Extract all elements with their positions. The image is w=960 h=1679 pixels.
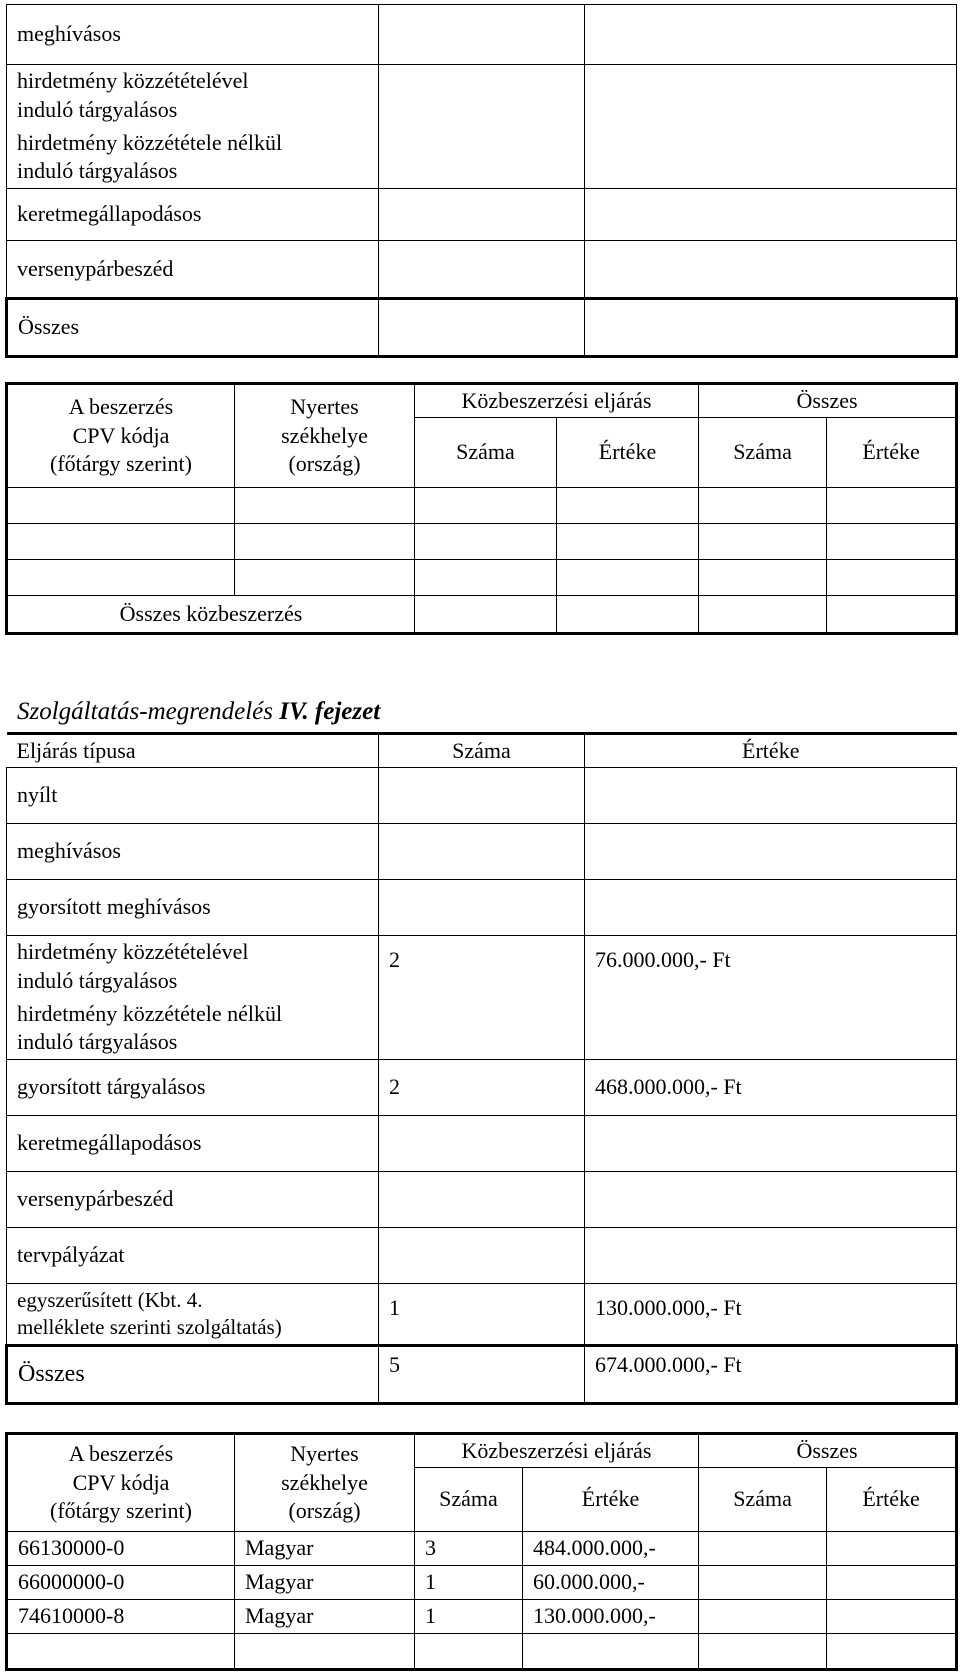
header-value: Értéke (523, 1468, 699, 1532)
table-row (7, 1172, 957, 1228)
cell-value: 130.000.000,- (523, 1600, 699, 1634)
cell-count: 3 (415, 1532, 523, 1566)
row-count: 1 (379, 1284, 585, 1346)
table-row (7, 189, 957, 241)
header-total: Összes (699, 384, 957, 418)
row-count (379, 768, 585, 824)
table-row (7, 1634, 957, 1670)
table-row (7, 936, 957, 998)
table-row (7, 1060, 957, 1116)
header-cpv: A beszerzés CPV kódja (főtárgy szerint) (7, 384, 235, 488)
row-label: hirdetmény közzététele nélkül induló tárgyalásos (7, 127, 379, 189)
header-count: Száma (699, 1468, 827, 1532)
total-row (7, 299, 957, 357)
section-title-italic: Szolgáltatás-megrendelés (17, 698, 280, 725)
section-heading (17, 698, 380, 726)
header-winner: Nyertes székhelye (ország) (235, 384, 415, 488)
row-count (379, 1116, 585, 1172)
header-procurement: Közbeszerzési eljárás (415, 384, 699, 418)
row-value (585, 880, 957, 936)
row-value (585, 1228, 957, 1284)
row-count: 2 (379, 1060, 585, 1116)
row-value (585, 824, 957, 880)
table-row (7, 1566, 957, 1600)
header-value: Értéke (827, 1468, 957, 1532)
row-value (585, 998, 957, 1060)
table-row (7, 65, 957, 127)
row-label: keretmegállapodásos (7, 1116, 379, 1172)
section-title-bold: IV. fejezet (279, 698, 381, 725)
cell-cpv: 74610000-8 (7, 1600, 235, 1634)
row-label: gyorsított tárgyalásos (7, 1060, 379, 1116)
row-count (379, 998, 585, 1060)
cell-cpv: 66000000-0 (7, 1566, 235, 1600)
row-count (379, 1172, 585, 1228)
table-row (7, 488, 957, 524)
header-count: Száma (415, 418, 557, 488)
row-label: versenypárbeszéd (7, 1172, 379, 1228)
header-type: Eljárás típusa (7, 734, 379, 768)
row-label: hirdetmény közzétételével induló tárgyalásos (7, 936, 379, 998)
table-row (7, 1600, 957, 1634)
table-row (7, 880, 957, 936)
header-count: Száma (379, 734, 585, 768)
table-cpv-summary-bottom (5, 1432, 958, 1671)
cell-country: Magyar (235, 1566, 415, 1600)
total-label: Összes (7, 1346, 379, 1404)
table-procedure-types-top (5, 4, 958, 358)
table-row (7, 1116, 957, 1172)
cell-count: 1 (415, 1600, 523, 1634)
total-count: 5 (379, 1346, 585, 1404)
cell-value: 484.000.000,- (523, 1532, 699, 1566)
row-value: 130.000.000,- Ft (585, 1284, 957, 1346)
row-value: 76.000.000,- Ft (585, 936, 957, 998)
header-total: Összes (699, 1434, 957, 1468)
table-row (7, 998, 957, 1060)
row-count (379, 824, 585, 880)
row-count (379, 1228, 585, 1284)
cell-value: 60.000.000,- (523, 1566, 699, 1600)
header-count: Száma (699, 418, 827, 488)
row-label: keretmegállapodásos (7, 189, 379, 241)
table-row (7, 1532, 957, 1566)
row-label: egyszerűsített (Kbt. 4. melléklete szerinti szolgáltatás) (7, 1284, 379, 1346)
header-winner: Nyertes székhelye (ország) (235, 1434, 415, 1532)
total-label: Összes (7, 299, 379, 357)
row-count (379, 880, 585, 936)
total-value: 674.000.000,- Ft (585, 1346, 957, 1404)
cell-count: 1 (415, 1566, 523, 1600)
table-row (7, 1228, 957, 1284)
table-row (7, 127, 957, 189)
total-row (7, 1346, 957, 1404)
row-count: 2 (379, 936, 585, 998)
total-label: Összes közbeszerzés (7, 596, 415, 634)
table-row (7, 524, 957, 560)
row-label: nyílt (7, 768, 379, 824)
header-value: Értéke (585, 734, 957, 768)
table-row (7, 5, 957, 65)
table-cpv-summary-top (5, 382, 958, 635)
row-label: tervpályázat (7, 1228, 379, 1284)
row-label: meghívásos (7, 824, 379, 880)
header-cpv: A beszerzés CPV kódja (főtárgy szerint) (7, 1434, 235, 1532)
table-row (7, 241, 957, 299)
header-value: Értéke (827, 418, 957, 488)
cell-cpv: 66130000-0 (7, 1532, 235, 1566)
total-row (7, 596, 957, 634)
row-label: meghívásos (7, 5, 379, 65)
row-value: 468.000.000,- Ft (585, 1060, 957, 1116)
cell-country: Magyar (235, 1532, 415, 1566)
row-value (585, 768, 957, 824)
table-service-procedures (5, 732, 958, 1405)
table-row (7, 824, 957, 880)
header-count: Száma (415, 1468, 523, 1532)
row-label: hirdetmény közzététele nélkül induló tárgyalásos (7, 998, 379, 1060)
cell-country: Magyar (235, 1600, 415, 1634)
header-value: Értéke (557, 418, 699, 488)
header-row (7, 734, 957, 768)
table-row (7, 560, 957, 596)
row-value (585, 1172, 957, 1228)
table-row (7, 768, 957, 824)
row-value (585, 1116, 957, 1172)
row-label: hirdetmény közzétételével induló tárgyalásos (7, 65, 379, 127)
table-row (7, 1284, 957, 1346)
row-label: gyorsított meghívásos (7, 880, 379, 936)
row-label: versenypárbeszéd (7, 241, 379, 299)
header-procurement: Közbeszerzési eljárás (415, 1434, 699, 1468)
